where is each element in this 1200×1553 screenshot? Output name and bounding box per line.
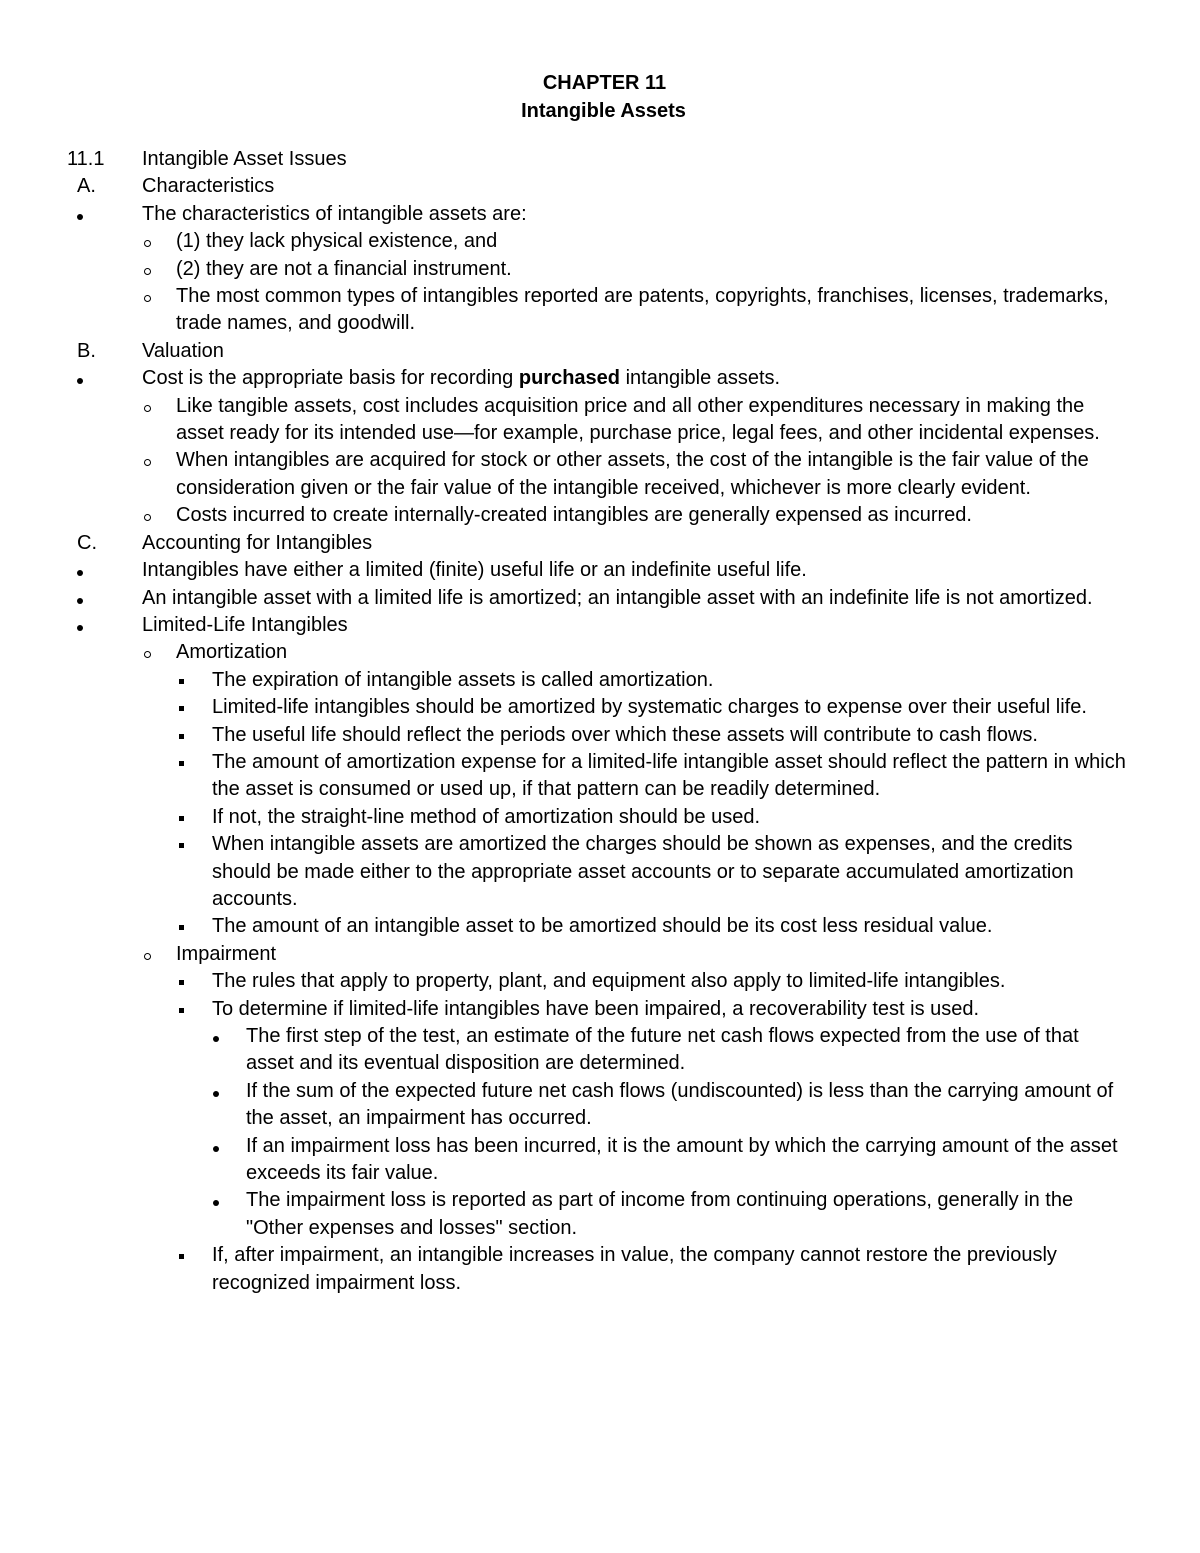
circle-bullet-icon — [144, 503, 151, 530]
list-item: To determine if limited-life intangibles have been impaired, a recoverability test is used. — [67, 996, 1130, 1023]
subsection-heading-b — [67, 338, 1130, 365]
list-item: (1) they lack physical existence, and — [67, 228, 1130, 255]
square-bullet-icon — [179, 913, 184, 940]
list-item: An intangible asset with a limited life is amortized; an intangible asset with an indefinite life is not amortized. — [67, 585, 1130, 612]
list-item: Like tangible assets, cost includes acquisition price and all other expenditures necessary in making the asset ready for its intended use—for example, purchase price, legal fees, and other incidental expenses. — [67, 393, 1130, 448]
list-item: The useful life should reflect the periods over which these assets will contribute to cash flows. — [67, 722, 1130, 749]
list-item: When intangible assets are amortized the charges should be shown as expenses, and the credits should be made either to the appropriate asset accounts or to separate accumulated amortization accounts. — [67, 831, 1130, 913]
list-item: Cost is the appropriate basis for recording purchased intangible assets. — [67, 365, 1130, 392]
list-item: If not, the straight-line method of amortization should be used. — [67, 804, 1130, 831]
bullet-icon — [77, 202, 83, 229]
subsection-title: Accounting for Intangibles — [142, 531, 373, 554]
list-item: The most common types of intangibles reported are patents, copyrights, franchises, licenses, trademarks, trade names, and goodwill. — [67, 283, 1130, 338]
bullet-icon — [77, 586, 83, 613]
list-item: The expiration of intangible assets is called amortization. — [67, 667, 1130, 694]
list-item: Limited-life intangibles should be amortized by systematic charges to expense over their useful life. — [67, 694, 1130, 721]
section-heading — [67, 146, 1130, 173]
square-bullet-icon — [179, 667, 184, 694]
square-bullet-icon — [179, 968, 184, 995]
bullet-icon — [77, 613, 83, 640]
square-bullet-icon — [179, 804, 184, 831]
square-bullet-icon — [179, 749, 184, 776]
section-number: 11.1 — [67, 148, 105, 170]
list-item: If the sum of the expected future net cash flows (undiscounted) is less than the carrying amount of the asset, an impairment has occurred. — [67, 1078, 1130, 1133]
list-item: (2) they are not a financial instrument. — [67, 256, 1130, 283]
chapter-title: Intangible Assets — [521, 100, 686, 122]
square-bullet-icon — [179, 1242, 184, 1269]
chapter-number: CHAPTER 11 — [542, 72, 667, 94]
list-item: The amount of an intangible asset to be amortized should be its cost less residual value. — [67, 913, 1130, 940]
square-bullet-icon — [179, 831, 184, 858]
circle-bullet-icon — [144, 942, 151, 969]
list-item: Amortization — [67, 639, 1130, 666]
list-item: The characteristics of intangible assets are: — [67, 201, 1130, 228]
square-bullet-icon — [179, 694, 184, 721]
subsection-marker: B. — [77, 339, 96, 362]
bullet-icon — [213, 1187, 219, 1214]
list-item: The first step of the test, an estimate of the future net cash flows expected from the use of that asset and its eventual disposition are determined. — [67, 1023, 1130, 1078]
list-item: Intangibles have either a limited (finite) useful life or an indefinite useful life. — [67, 557, 1130, 584]
square-bullet-icon — [179, 996, 184, 1023]
list-item: If, after impairment, an intangible increases in value, the company cannot restore the previously recognized impairment loss. — [67, 1242, 1130, 1297]
list-item: When intangibles are acquired for stock or other assets, the cost of the intangible is the fair value of the consideration given or the fair value of the intangible received, whichever is more clearly evident. — [67, 447, 1130, 502]
bullet-icon — [213, 1133, 219, 1160]
list-item: Costs incurred to create internally-created intangibles are generally expensed as incurred. — [67, 502, 1130, 529]
bullet-icon — [213, 1023, 219, 1050]
bullet-icon — [77, 558, 83, 585]
circle-bullet-icon — [144, 284, 151, 311]
list-item: The amount of amortization expense for a limited-life intangible asset should reflect the pattern in which the asset is consumed or used up, if that pattern can be readily determined. — [67, 749, 1130, 804]
list-item: The rules that apply to property, plant, and equipment also apply to limited-life intangibles. — [67, 968, 1130, 995]
circle-bullet-icon — [144, 257, 151, 284]
list-item: Impairment — [67, 941, 1130, 968]
emphasis-text: purchased — [518, 367, 621, 390]
subsection-marker: C. — [77, 531, 97, 554]
square-bullet-icon — [179, 722, 184, 749]
list-item: The impairment loss is reported as part of income from continuing operations, generally in the "Other expenses and losses" section. — [67, 1187, 1130, 1242]
section-title: Intangible Asset Issues — [142, 148, 347, 170]
circle-bullet-icon — [144, 229, 151, 256]
subsection-heading-a — [67, 173, 1130, 200]
bullet-icon — [77, 366, 83, 393]
circle-bullet-icon — [144, 640, 151, 667]
subsection-heading-c — [67, 530, 1130, 557]
subsection-title: Characteristics — [142, 175, 275, 198]
subsection-title: Valuation — [142, 339, 224, 362]
bullet-icon — [213, 1078, 219, 1105]
circle-bullet-icon — [144, 394, 151, 421]
list-item: Limited-Life Intangibles — [67, 612, 1130, 639]
circle-bullet-icon — [144, 448, 151, 475]
list-item: If an impairment loss has been incurred, it is the amount by which the carrying amount of the asset exceeds its fair value. — [67, 1133, 1130, 1188]
subsection-marker: A. — [77, 175, 96, 198]
